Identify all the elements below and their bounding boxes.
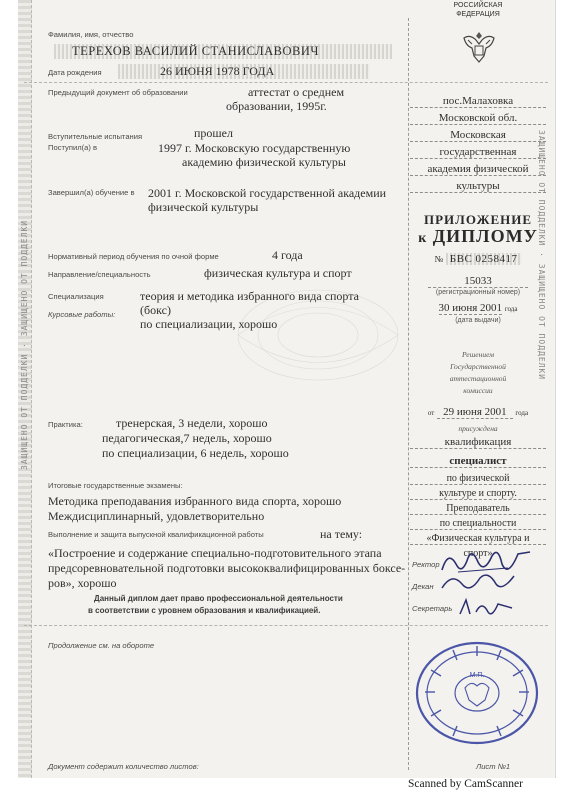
practice-label: Практика: bbox=[48, 420, 83, 429]
practice-line-2: педагогическая,7 недель, хорошо bbox=[102, 431, 272, 445]
registration-number: 15033 bbox=[428, 275, 528, 288]
diploma-number-row bbox=[410, 253, 546, 265]
double-headed-eagle-icon bbox=[458, 26, 500, 68]
appendix-title: ПРИЛОЖЕНИЕ bbox=[423, 212, 533, 227]
rights-line-1: Данный диплом дает право профессиональной деятельности bbox=[94, 594, 343, 603]
place-line-1: пос.Малаховка bbox=[410, 95, 546, 108]
thesis-label: Выполнение и защита выпускной квалификационной работы bbox=[48, 530, 264, 539]
thesis-line-3: ров», хорошо bbox=[48, 576, 117, 590]
prev-doc-line-2: образовании, 1995г. bbox=[226, 99, 327, 113]
qualification-line-1: по физической bbox=[410, 473, 546, 485]
prev-doc-line-1: аттестат о среднем bbox=[248, 85, 345, 99]
qualification-line-2: культуре и спорту. bbox=[410, 488, 546, 500]
exam-line-1: Методика преподавания избранного вида спорта, хорошо bbox=[48, 494, 342, 508]
coursework-label: Курсовые работы: bbox=[48, 310, 116, 319]
sheet-number-label: Лист №1 bbox=[476, 762, 511, 771]
decision-line-4: комиссии bbox=[463, 386, 493, 395]
place-line-4: государственная bbox=[410, 146, 546, 159]
decision-line-2: Государственной bbox=[450, 362, 506, 371]
practice-line-3: по специализации, 6 недель, хорошо bbox=[102, 446, 289, 460]
entrance-label: Вступительные испытания bbox=[48, 132, 143, 141]
rector-label: Ректор bbox=[412, 560, 440, 569]
decision-date-row bbox=[410, 406, 546, 418]
place-line-3: Московская bbox=[410, 129, 546, 142]
qualification-line-5: «Физическая культура и bbox=[410, 533, 546, 545]
secretary-label: Секретарь bbox=[412, 604, 453, 613]
exams-label: Итоговые государственные экзамены: bbox=[48, 481, 183, 490]
rights-line-2: в соответствии с уровнем образования и квалификацией. bbox=[88, 606, 321, 615]
issue-year-suffix: года bbox=[504, 305, 518, 313]
sheets-count-label: Документ содержит количество листов: bbox=[48, 762, 199, 771]
specialization-line-1: теория и методика избранного вида спорта bbox=[140, 289, 359, 303]
security-microtext-right: ЗАЩИЩЕНО ОТ ПОДДЕЛКИ · ЗАЩИЩЕНО ОТ ПОДДЕЛКИ bbox=[537, 130, 546, 381]
direction-value: физическая культура и спорт bbox=[204, 266, 352, 280]
decision-line-3: аттестационной bbox=[449, 374, 507, 383]
diploma-sheet bbox=[18, 0, 556, 778]
dob-label: Дата рождения bbox=[48, 68, 102, 77]
qualification-line-4: по специальности bbox=[410, 518, 546, 530]
decision-year: года bbox=[515, 409, 529, 417]
diploma-prefix: к bbox=[418, 231, 428, 246]
official-stamp-seal bbox=[413, 640, 541, 746]
decision-date: 29 июня 2001 bbox=[437, 406, 513, 419]
date-of-birth: 26 ИЮНЯ 1978 ГОДА bbox=[118, 64, 370, 79]
dean-label: Декан bbox=[412, 582, 434, 591]
column-divider bbox=[408, 18, 409, 770]
period-label: Нормативный период обучения по очной форме bbox=[48, 252, 219, 261]
scanner-watermark: Scanned by CamScanner bbox=[408, 778, 523, 790]
from-label: от bbox=[427, 409, 435, 417]
secretary-signature bbox=[456, 594, 526, 620]
issue-date-row bbox=[410, 302, 546, 314]
registration-number-label: (регистрационный номер) bbox=[435, 289, 521, 296]
place-line-5: академия физической bbox=[410, 163, 546, 176]
study-period: 4 года bbox=[272, 248, 303, 262]
admitted-line-1: 1997 г. Московскую государственную bbox=[158, 141, 351, 155]
direction-label: Направление/специальность bbox=[48, 270, 151, 279]
security-microtext-left: ЗАЩИЩЕНО ОТ ПОДДЕЛКИ · ЗАЩИЩЕНО ОТ ПОДДЕЛКИ bbox=[20, 219, 29, 470]
diploma-title-row bbox=[410, 226, 546, 247]
decision-line-1: Решением bbox=[461, 350, 495, 359]
coursework-value: по специализации, хорошо bbox=[140, 317, 278, 331]
admitted-label: Поступил(а) в bbox=[48, 143, 98, 152]
awarded-label: присуждена bbox=[458, 424, 498, 433]
name-label: Фамилия, имя, отчество bbox=[48, 30, 134, 39]
qualification-line-3: Преподаватель bbox=[410, 503, 546, 515]
country-line-2: ФЕДЕРАЦИЯ bbox=[456, 11, 500, 18]
practice-line-1: тренерская, 3 недели, хорошо bbox=[116, 416, 268, 430]
admitted-line-2: академию физической культуры bbox=[182, 155, 346, 169]
finished-line-2: физической культуры bbox=[148, 200, 259, 214]
place-line-6: культуры bbox=[410, 180, 546, 193]
stamp-mp-label: М.П. bbox=[469, 672, 485, 679]
qualification-value: специалист bbox=[410, 455, 546, 468]
issue-date-label: (дата выдачи) bbox=[455, 317, 501, 324]
entrance-value: прошел bbox=[194, 126, 233, 140]
place-line-2: Московской обл. bbox=[410, 112, 546, 125]
qualification-line-6: спорт» bbox=[463, 548, 493, 559]
finished-label: Завершил(а) обучение в bbox=[48, 188, 135, 197]
diploma-number: БВС 0258417 bbox=[446, 253, 522, 265]
separator-1 bbox=[24, 82, 548, 83]
specialization-label: Специализация bbox=[48, 292, 104, 301]
qualification-label: квалификация bbox=[410, 436, 546, 449]
issue-date: 30 июня 2001 bbox=[438, 302, 503, 314]
country-line-1: РОССИЙСКАЯ bbox=[453, 2, 503, 9]
full-name: ТЕРЕХОВ ВАСИЛИЙ СТАНИСЛАВОВИЧ bbox=[54, 44, 392, 59]
exam-line-2: Междисциплинарный, удовлетворительно bbox=[48, 509, 265, 523]
thesis-topic-label: на тему: bbox=[320, 527, 363, 541]
thesis-line-1: «Построение и содержание специально-подготовительного этапа bbox=[48, 546, 382, 560]
thesis-line-2: предсоревновательной подготовки высококвалифицированных боксе- bbox=[48, 561, 406, 575]
continued-label: Продолжение см. на обороте bbox=[48, 641, 155, 650]
specialization-line-2: (бокс) bbox=[140, 303, 171, 317]
prev-doc-label: Предыдущий документ об образовании bbox=[48, 88, 188, 97]
number-prefix: № bbox=[434, 254, 444, 264]
finished-line-1: 2001 г. Московской государственной академии bbox=[148, 186, 387, 200]
separator-2 bbox=[24, 625, 548, 626]
diploma-title: ДИПЛОМУ bbox=[432, 226, 538, 246]
